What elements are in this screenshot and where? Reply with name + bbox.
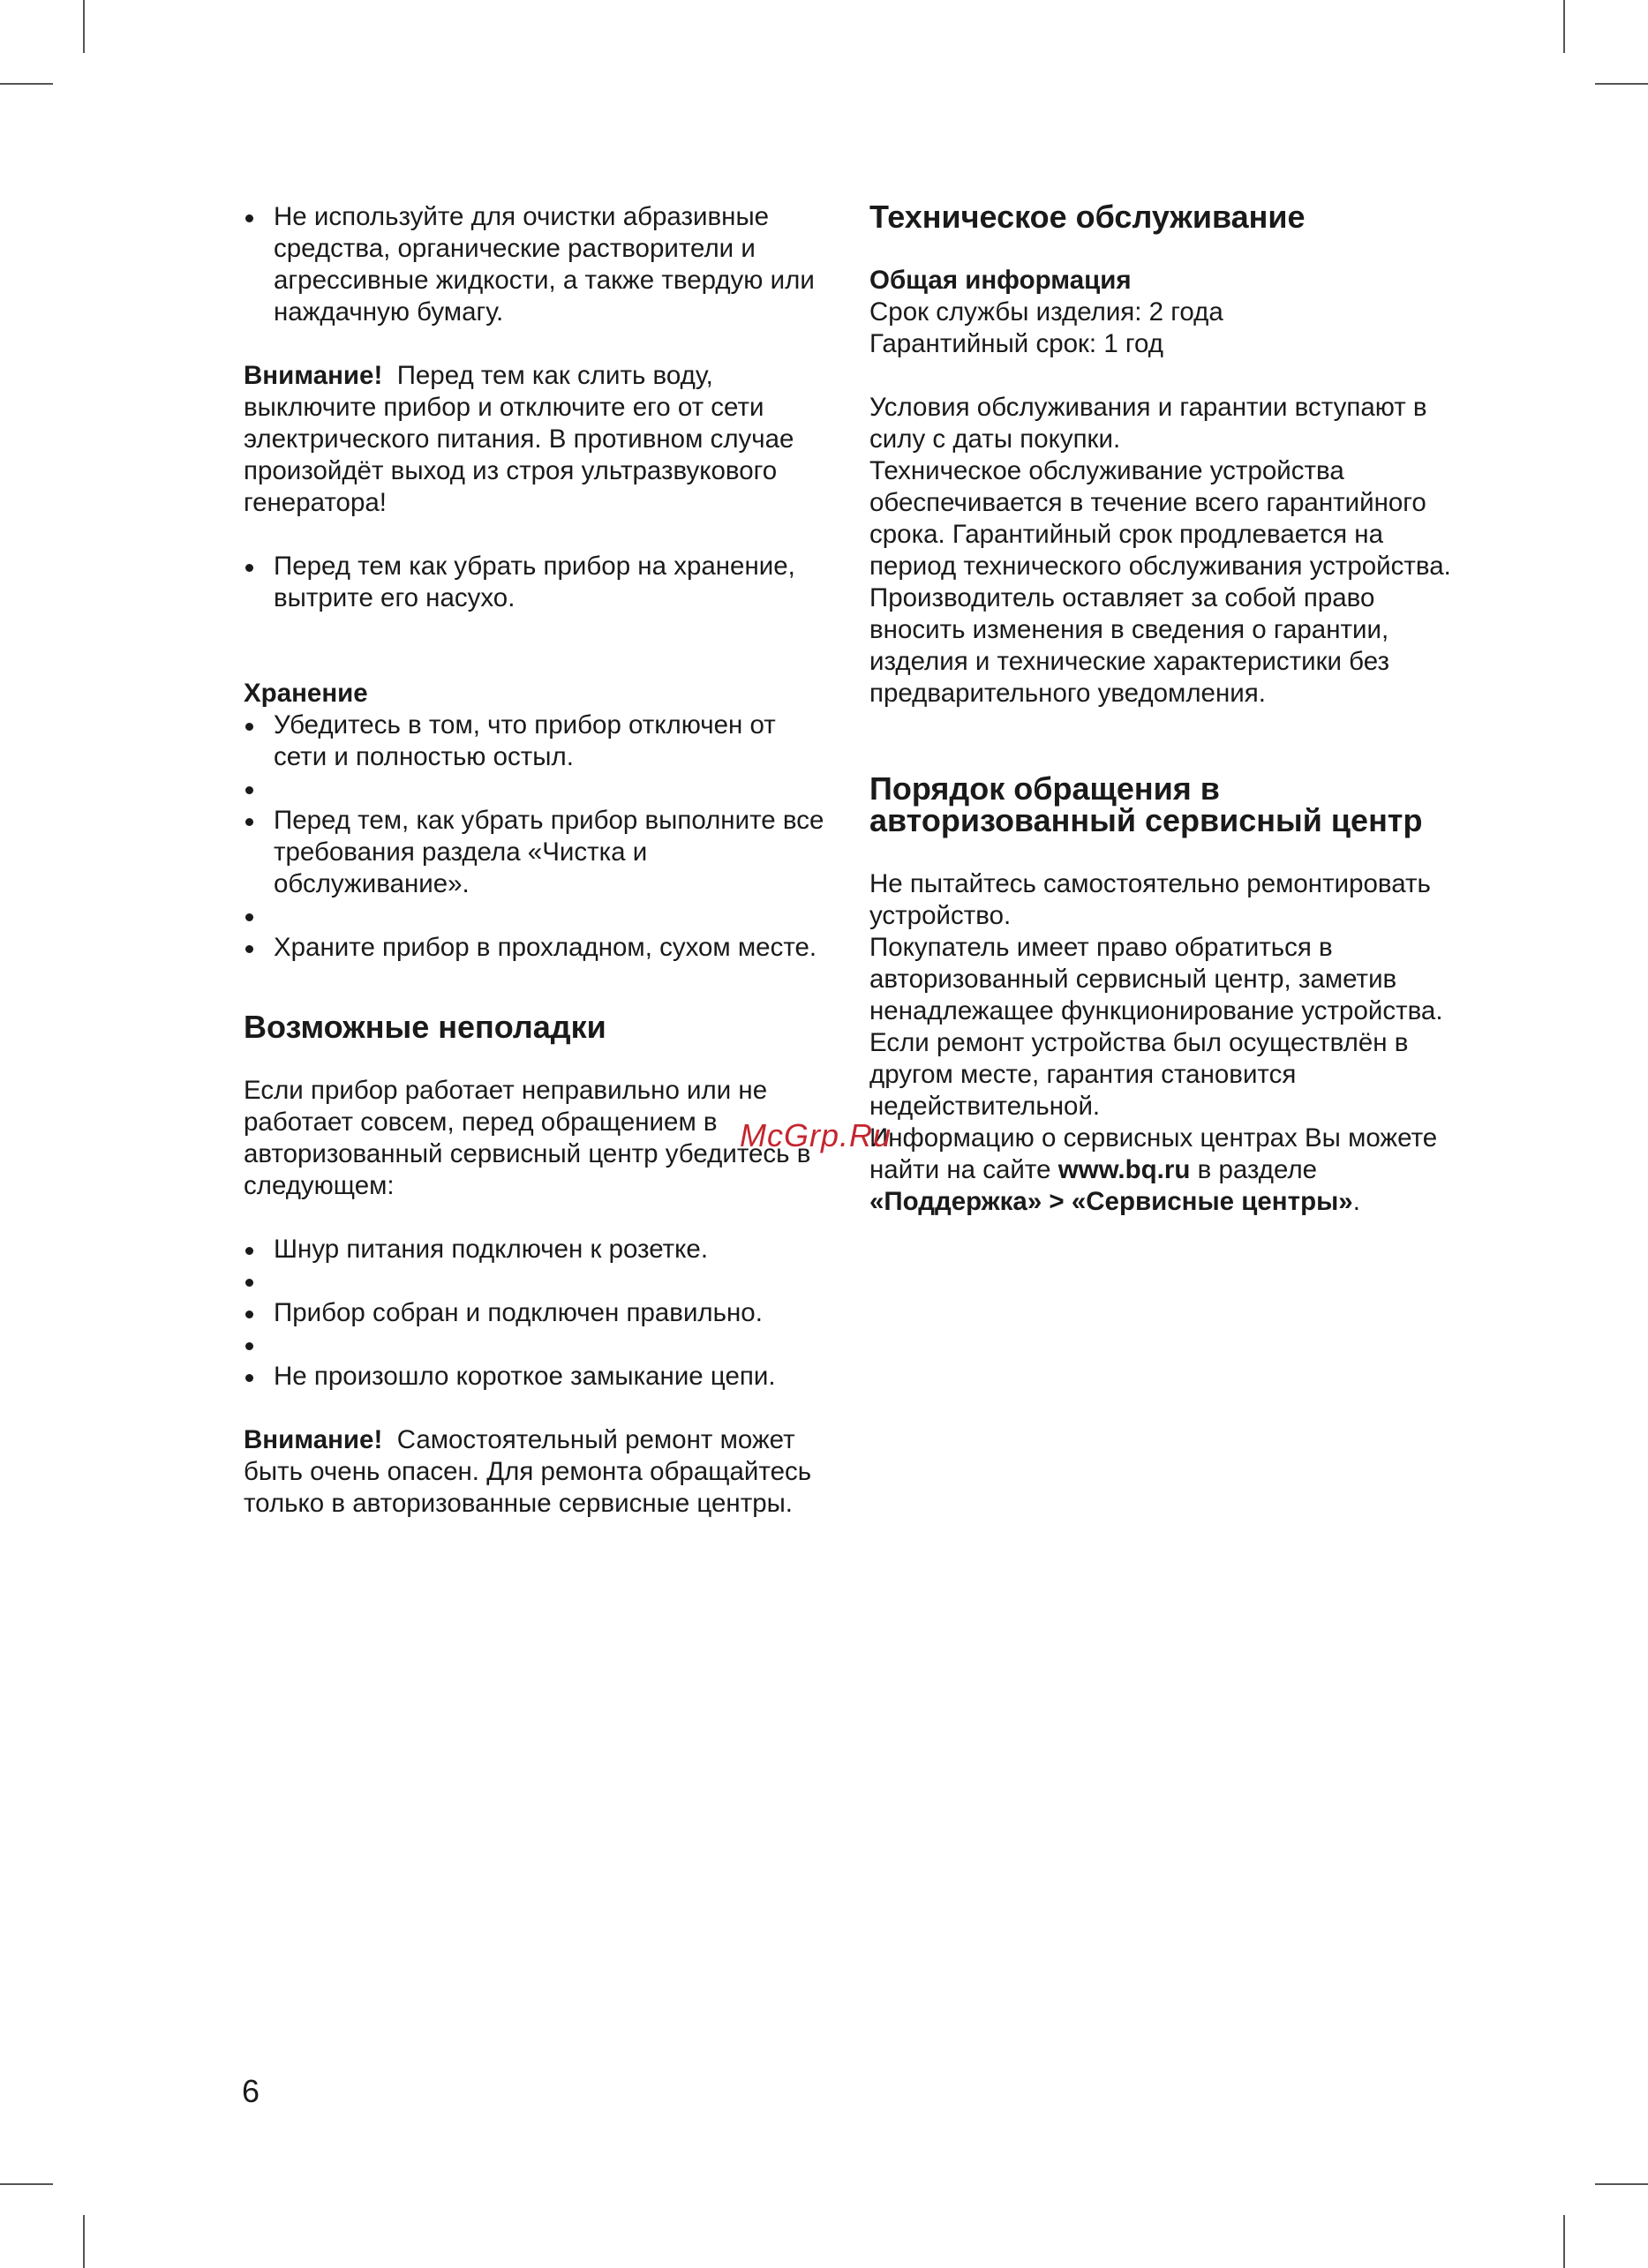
service-title: Техническое обслуживание (869, 199, 1306, 235)
list-item: Прибор собран и подключен правильно. (244, 1297, 826, 1329)
right-column (869, 201, 1470, 1218)
page-number: 6 (242, 2073, 260, 2109)
conditions-text: Условия обслуживания и гарантии вступают в силу с даты покупки. (869, 393, 1427, 454)
crop-mark (1563, 2215, 1565, 2268)
repair-elsewhere-text: Если ремонт устройства был осуществлён в другом месте, гарантия становится недействительной. (869, 1028, 1409, 1121)
service-info-paragraph (869, 1123, 1470, 1218)
cleaning-list (244, 201, 826, 328)
maintenance-text: Техническое обслуживание устройства обеспечивается в течение всего гарантийного срока. Гарантийный срок продлевается на период технического обслуживания устройства. (869, 456, 1451, 581)
manufacturer-text: Производитель оставляет за собой право вносить изменения в сведения о гарантии, изделия и технические характеристики без предварительного уведомления. (869, 583, 1390, 708)
buyer-right-text: Покупатель имеет право обратиться в авторизованный сервисный центр, заметив ненадлежащее функционирование устройства. (869, 933, 1443, 1025)
warning-text: Перед тем как слить воду, выключите прибор и отключите его от сети электрического питания. В противном случае произойдёт выход из строя ультразвукового генератора! (244, 361, 794, 517)
troubles-list (244, 1234, 826, 1393)
info-text: в разделе (1197, 1155, 1318, 1184)
storage-title: Хранение (244, 679, 368, 708)
list-item: Перед тем как убрать прибор на хранение, вытрите его насухо. (244, 551, 826, 614)
crop-mark (83, 2215, 85, 2268)
watermark: McGrp.Ru (740, 1117, 892, 1153)
warning-paragraph (244, 1424, 826, 1520)
drying-list (244, 551, 826, 614)
crop-mark (83, 0, 85, 53)
crop-mark (1595, 83, 1648, 85)
info-text: Информацию о сервисных центрах Вы можете найти на сайте (869, 1123, 1438, 1184)
info-end: . (1352, 1187, 1360, 1216)
list-item: Храните прибор в прохладном, сухом месте. (244, 932, 826, 964)
warning-text: Самостоятельный ремонт может быть очень опасен. Для ремонта обращайтесь только в авторизованные сервисные центры. (244, 1425, 812, 1518)
crop-mark (1595, 2183, 1648, 2185)
no-repair-text: Не пытайтесь самостоятельно ремонтировать устройство. (869, 869, 1431, 930)
list-item: Шнур питания подключен к розетке. (244, 1234, 826, 1265)
warning-label: Внимание! (244, 1425, 383, 1454)
warning-label: Внимание! (244, 361, 383, 390)
procedure-title: Порядок обращения в авторизованный сервисный центр (869, 770, 1423, 838)
warranty-period: Гарантийный срок: 1 год (869, 329, 1164, 358)
service-life: Срок службы изделия: 2 года (869, 297, 1223, 327)
list-item: Перед тем, как убрать прибор выполните все требования раздела «Чистка и обслуживание». (244, 805, 826, 900)
site-link[interactable]: www.bq.ru (1057, 1155, 1191, 1184)
crop-mark (1563, 0, 1565, 53)
crop-mark (0, 2183, 53, 2185)
crop-mark (0, 83, 53, 85)
warning-paragraph (244, 360, 826, 519)
list-item: Убедитесь в том, что прибор отключен от сети и полностью остыл. (244, 710, 826, 773)
left-column (244, 201, 826, 1520)
general-info-title: Общая информация (869, 266, 1132, 295)
troubles-intro: Если прибор работает неправильно или не работает совсем, перед обращением в авторизованный сервисный центр убедитесь в следующем: (244, 1076, 811, 1200)
section-path: «Поддержка» > «Сервисные центры» (869, 1187, 1353, 1216)
storage-list (244, 710, 826, 964)
troubles-title: Возможные неполадки (244, 1009, 606, 1045)
list-item: Не произошло короткое замыкание цепи. (244, 1361, 826, 1393)
list-item: Не используйте для очистки абразивные средства, органические растворители и агрессивные жидкости, а также твердую или наждачную бумагу. (244, 201, 826, 328)
